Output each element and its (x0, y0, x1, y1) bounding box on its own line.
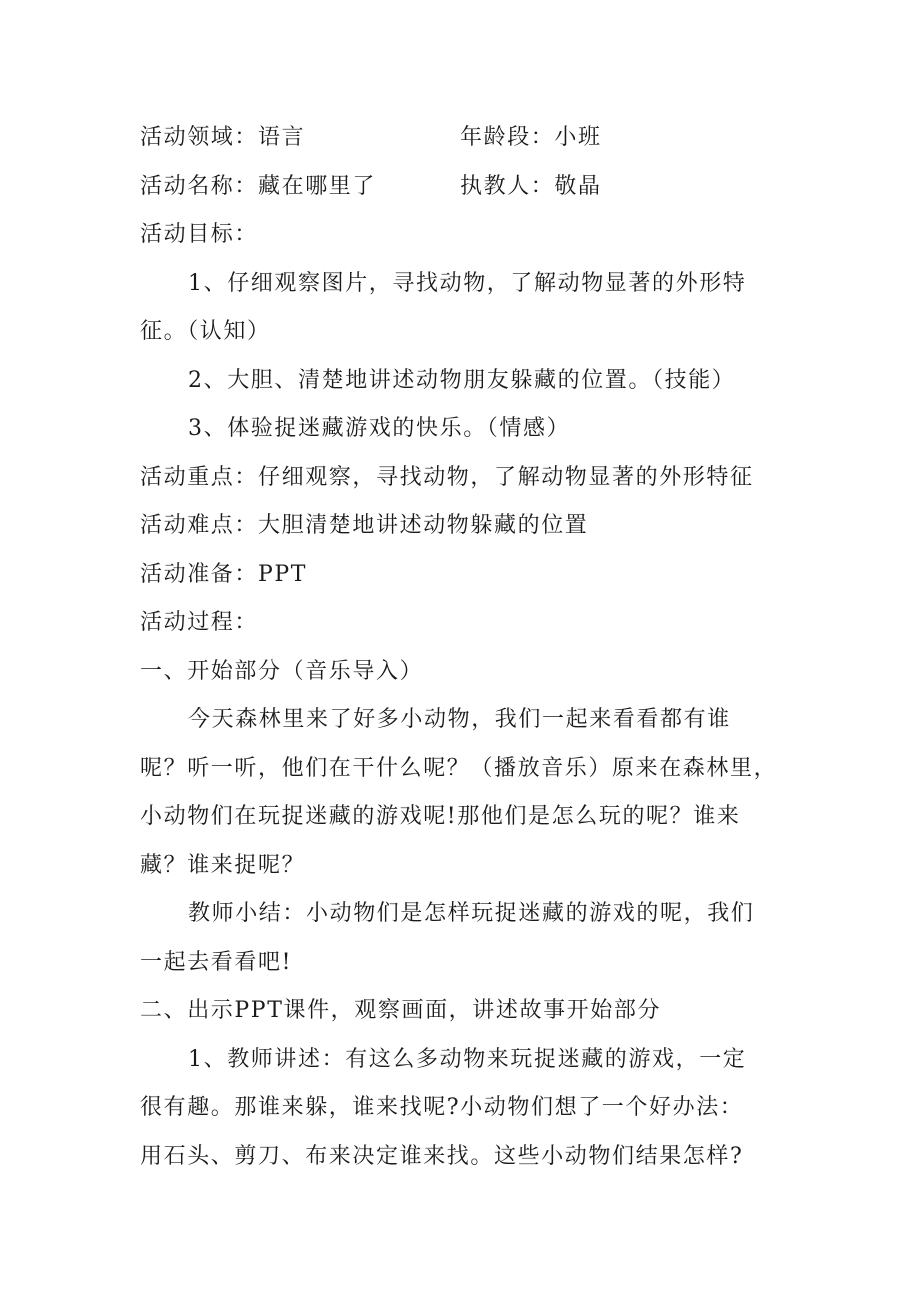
teacher-name: 执教人：敬晶 (460, 173, 602, 199)
info-row-name-teacher (140, 163, 790, 212)
summary-line: 教师小结：小动物们是怎样玩捉迷藏的游戏的呢，我们 (188, 901, 755, 926)
goal-1-line-1: 1、仔细观察图片，寻找动物，了解动物显著的外形特 (188, 270, 747, 296)
age-group: 年龄段：小班 (460, 125, 602, 150)
part-2-paragraph-line: 1、教师讲述：有这么多动物来玩捉迷藏的游戏，一定 (188, 1046, 747, 1072)
goal-3: 3、体验捉迷藏游戏的快乐。（情感） (188, 416, 571, 441)
part-1-paragraph-line: 小动物们在玩捉迷藏的游戏呢!那他们是怎么玩的呢？谁来 (140, 804, 741, 829)
goal-1-line-2: 征。（认知） (140, 319, 271, 344)
document-page (140, 114, 790, 1181)
activity-domain: 活动领域：语言 (140, 125, 306, 150)
summary-line: 一起去看看吧! (140, 949, 293, 975)
part-1-title: 一、开始部分（音乐导入） (140, 658, 424, 684)
part-2-paragraph-line: 很有趣。那谁来躲，谁来找呢?小动物们想了一个好办法： (140, 1095, 744, 1120)
part-2-paragraph-line: 用石头、剪刀、布来决定谁来找。这些小动物们结果怎样? (140, 1143, 744, 1169)
key-point: 活动重点：仔细观察，寻找动物，了解动物显著的外形特征 (140, 464, 754, 490)
goal-2: 2、大胆、清楚地讲述动物朋友躲藏的位置。（技能） (188, 367, 736, 393)
goals-heading: 活动目标： (140, 222, 259, 247)
activity-name: 活动名称：藏在哪里了 (140, 173, 377, 199)
process-heading: 活动过程： (140, 610, 259, 635)
part-1-paragraph-line: 今天森林里来了好多小动物，我们一起来看看都有谁 (188, 707, 731, 732)
preparation: 活动准备：PPT (140, 561, 308, 587)
part-1-paragraph-line: 呢？听一听，他们在干什么呢？（播放音乐）原来在森林里， (140, 755, 778, 781)
part-1-paragraph-line: 藏？谁来捉呢？ (140, 852, 306, 878)
difficulty: 活动难点：大胆清楚地讲述动物躲藏的位置 (140, 513, 589, 538)
info-row-domain-age (140, 114, 790, 163)
part-2-title: 二、出示PPT课件，观察画面，讲述故事开始部分 (140, 998, 662, 1023)
